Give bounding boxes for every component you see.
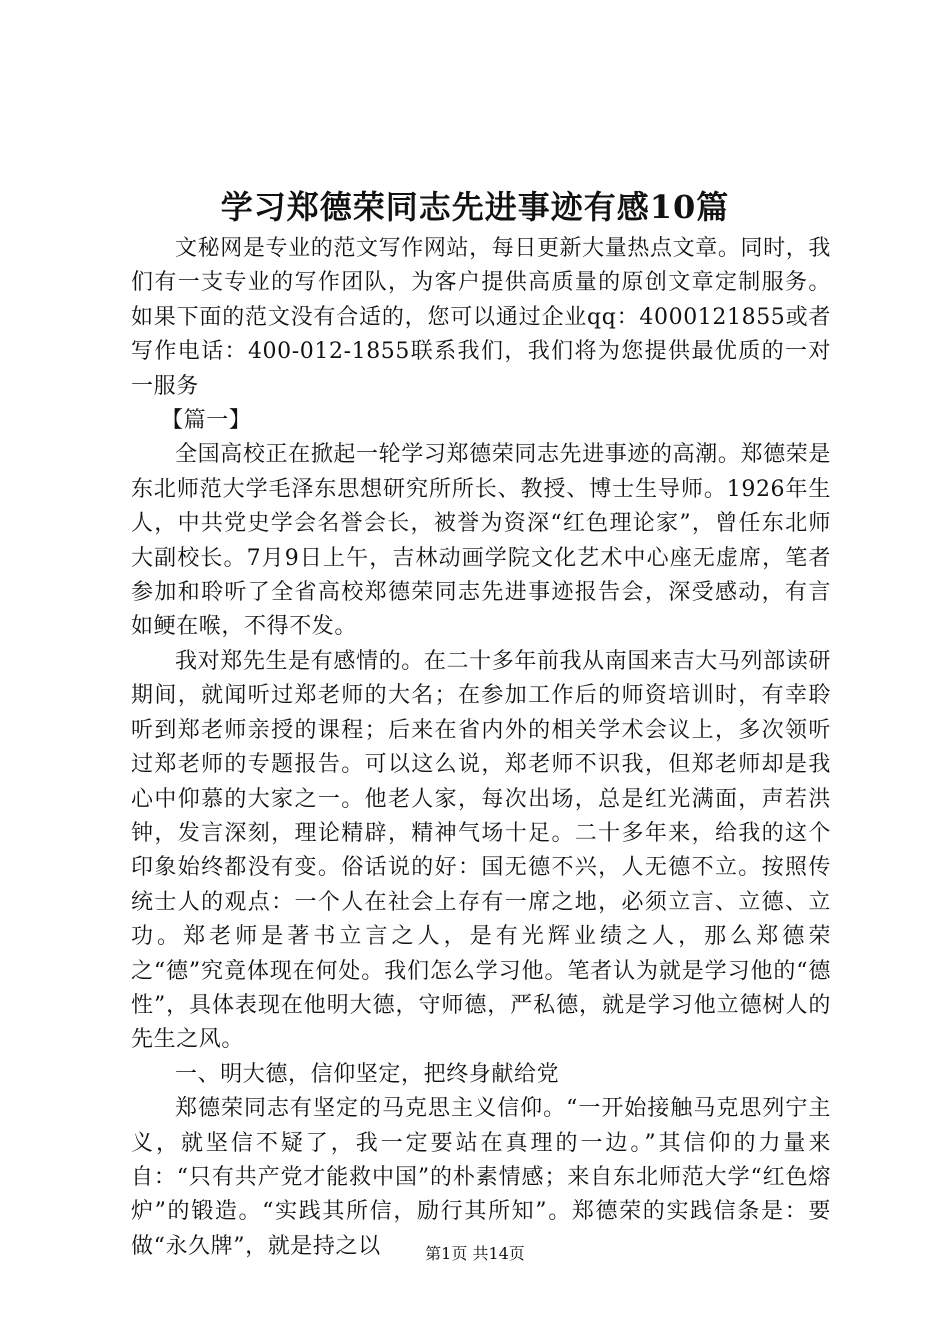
document-title: 学习郑德荣同志先进事迹有感10篇: [220, 188, 730, 226]
intro-paragraph: 文秘网是专业的范文写作网站，每日更新大量热点文章。同时，我们有一支专业的写作团队，为客户提供高质量的原创文章定制服务。如果下面的范文没有合适的，您可以通过企业qq：4000121855或者写作电话：400-012-1855联系我们，我们将为您提供最优质的一对一服务: [131, 236, 831, 399]
section-marker: 【篇一】: [161, 408, 252, 434]
section-heading: 一、明大德，信仰坚定，把终身献给党: [175, 1061, 560, 1087]
document-body: [131, 232, 831, 1264]
body-paragraph: 郑德荣同志有坚定的马克思主义信仰。“一开始接触马克思列宁主义，就坚信不疑了，我一定要站在真理的一边。”其信仰的力量来自：“只有共产党才能救中国”的朴素情感；来自东北师范大学“红色熔炉”的锻造。“实践其所信，励行其所知”。郑德荣的实践信条是：要做“永久牌”，就是持之以: [131, 1096, 831, 1259]
body-paragraph: 我对郑先生是有感情的。在二十多年前我从南国来吉大马列部读研期间，就闻听过郑老师的大名；在参加工作后的师资培训时，有幸聆听到郑老师亲授的课程；后来在省内外的相关学术会议上，多次领听过郑老师的专题报告。可以这么说，郑老师不识我，但郑老师却是我心中仰慕的大家之一。他老人家，每次出场，总是红光满面，声若洪钟，发言深刻，理论精辟，精神气场十足。二十多年来，给我的这个印象始终都没有变。俗话说的好：国无德不兴，人无德不立。按照传统士人的观点：一个人在社会上存有一席之地，必须立言、立德、立功。郑老师是著书立言之人，是有光辉业绩之人，那么郑德荣之“德”究竟体现在何处。我们怎么学习他。笔者认为就是学习他的“德性”，具体表现在他明大德，守师德，严私德，就是学习他立德树人的先生之风。: [131, 648, 831, 1053]
body-paragraph: 全国高校正在掀起一轮学习郑德荣同志先进事迹的高潮。郑德荣是东北师范大学毛泽东思想研究所所长、教授、博士生导师。1926年生人，中共党史学会名誉会长，被誉为资深“红色理论家”，曾任东北师大副校长。7月9日上午，吉林动画学院文化艺术中心座无虚席，笔者参加和聆听了全省高校郑德荣同志先进事迹报告会，深受感动，有言如鲠在喉，不得不发。: [131, 442, 831, 640]
page-footer: 第1页 共14页: [425, 1244, 525, 1263]
